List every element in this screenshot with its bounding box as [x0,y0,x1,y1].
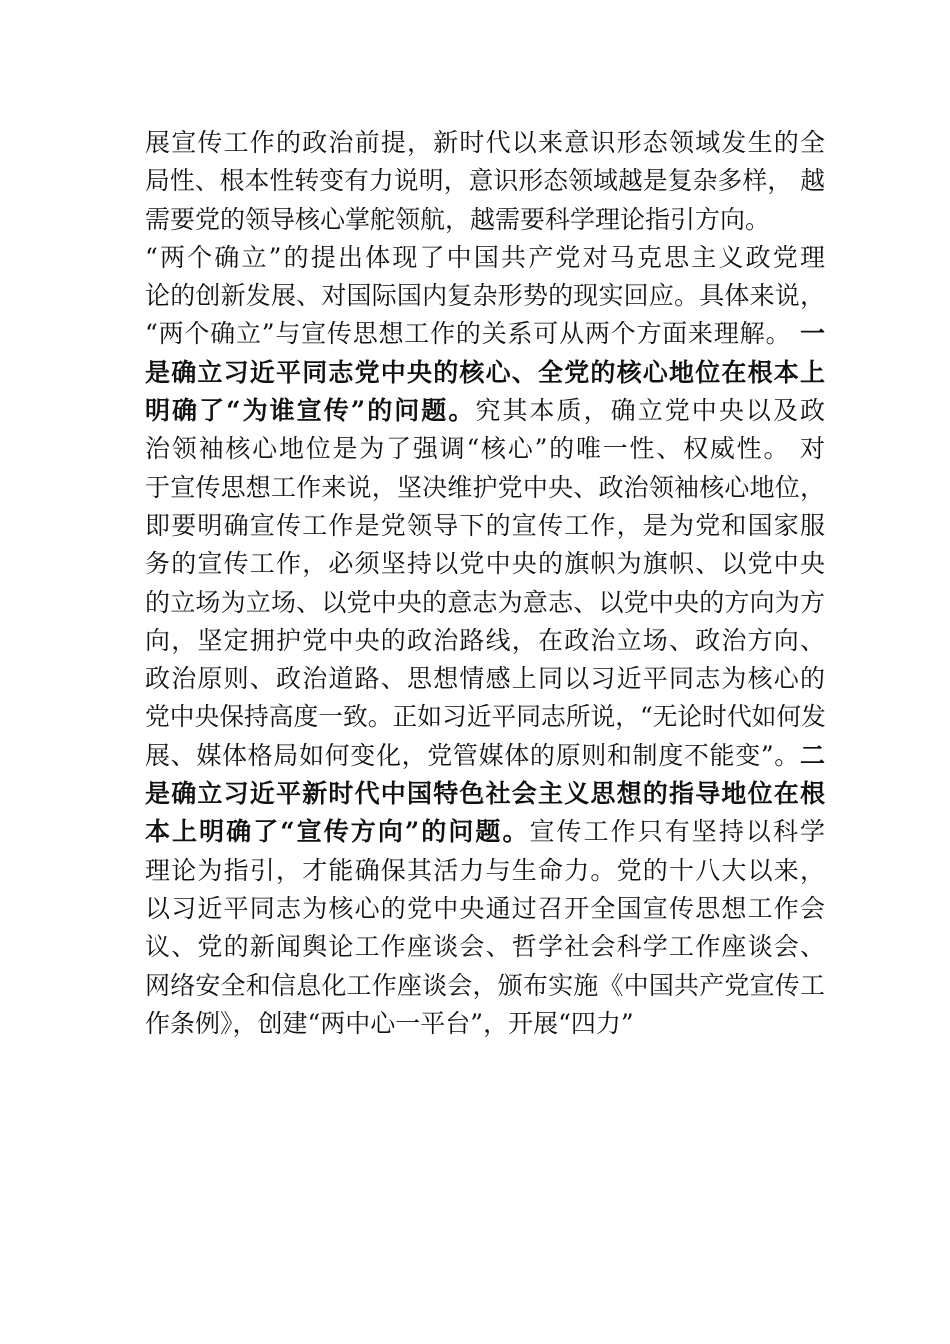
text-line [145,852,825,890]
text-line [145,660,825,698]
text-line [145,277,825,315]
text-line [145,813,825,851]
text-line [145,354,825,392]
text-segment: 治领袖核心地位是为了强调“核心”的唯一性、权威性。 对 [145,434,825,464]
text-line [145,545,825,583]
text-line [145,584,825,622]
bold-text-segment: 是确立习近平新时代中国特色社会主义思想的指导地位在根 [145,779,825,809]
text-line [145,967,825,1005]
text-line [145,928,825,966]
text-line [145,698,825,736]
bold-text-segment: 二 [799,740,825,770]
text-segment: 论的创新发展、对国际国内复杂形势的现实回应。具体来说， [145,281,825,311]
text-segment: 务的宣传工作，必须坚持以党中央的旗帜为旗帜、以党中央 [145,549,825,579]
text-segment: 展、媒体格局如何变化，党管媒体的原则和制度不能变”。 [145,740,800,770]
text-line [145,890,825,928]
text-segment: 展宣传工作的政治前提，新时代以来意识形态领域发生的全 [145,128,825,157]
text-line [145,239,825,277]
bold-text-segment: 明确了“为谁宣传”的问题。 [145,396,476,426]
text-segment: “两个确立”与宣传思想工作的关系可从两个方面来理解。 [145,319,800,349]
text-line [145,469,825,507]
text-line [145,622,825,660]
text-segment: 即要明确宣传工作是党领导下的宣传工作，是为党和国家服 [145,510,825,540]
text-segment: 的立场为立场、以党中央的意志为意志、以党中央的方向为方 [145,587,825,617]
text-line [145,430,825,468]
text-line [145,162,825,200]
bold-text-segment: 本上明确了“宣传方向”的问题。 [145,817,530,847]
text-line [145,775,825,813]
text-segment: 局性、根本性转变有力说明，意识形态领域越是复杂多样， 越 [145,166,825,196]
text-segment: 于宣传思想工作来说，坚决维护党中央、政治领袖核心地位， [145,472,825,502]
bold-text-segment: 一 [799,319,825,349]
text-line [145,507,825,545]
text-segment: “两个确立”的提出体现了中国共产党对马克思主义政党理 [145,242,825,272]
text-segment: 作条例》，创建“两中心一平台”，开展“四力” [145,1008,634,1038]
text-segment: 政治原则、政治道路、思想情感上同以习近平同志为核心的 [145,664,825,694]
text-segment: 向，坚定拥护党中央的政治路线，在政治立场、政治方向、 [145,625,825,655]
text-line [145,315,825,353]
text-line [145,124,825,162]
text-segment: 理论为指引，才能确保其活力与生命力。党的十八大以来， [145,855,825,885]
text-segment: 需要党的领导核心掌舵领航，越需要科学理论指引方向。 [145,204,771,234]
text-line [145,201,825,239]
body-text [145,124,825,1043]
text-segment: 议、党的新闻舆论工作座谈会、哲学社会科学工作座谈会、 [145,932,825,962]
text-segment: 宣传工作只有坚持以科学 [529,817,825,847]
text-segment: 网络安全和信息化工作座谈会，颁布实施《中国共产党宣传工 [145,970,825,1000]
text-segment: 究其本质，确立党中央以及政 [475,396,825,426]
text-line [145,737,825,775]
text-segment: 党中央保持高度一致。正如习近平同志所说，“无论时代如何发 [145,702,826,732]
text-line [145,392,825,430]
text-segment: 以习近平同志为核心的党中央通过召开全国宣传思想工作会 [145,893,825,923]
bold-text-segment: 是确立习近平同志党中央的核心、全党的核心地位在根本上 [145,357,825,387]
text-line [145,1005,825,1043]
